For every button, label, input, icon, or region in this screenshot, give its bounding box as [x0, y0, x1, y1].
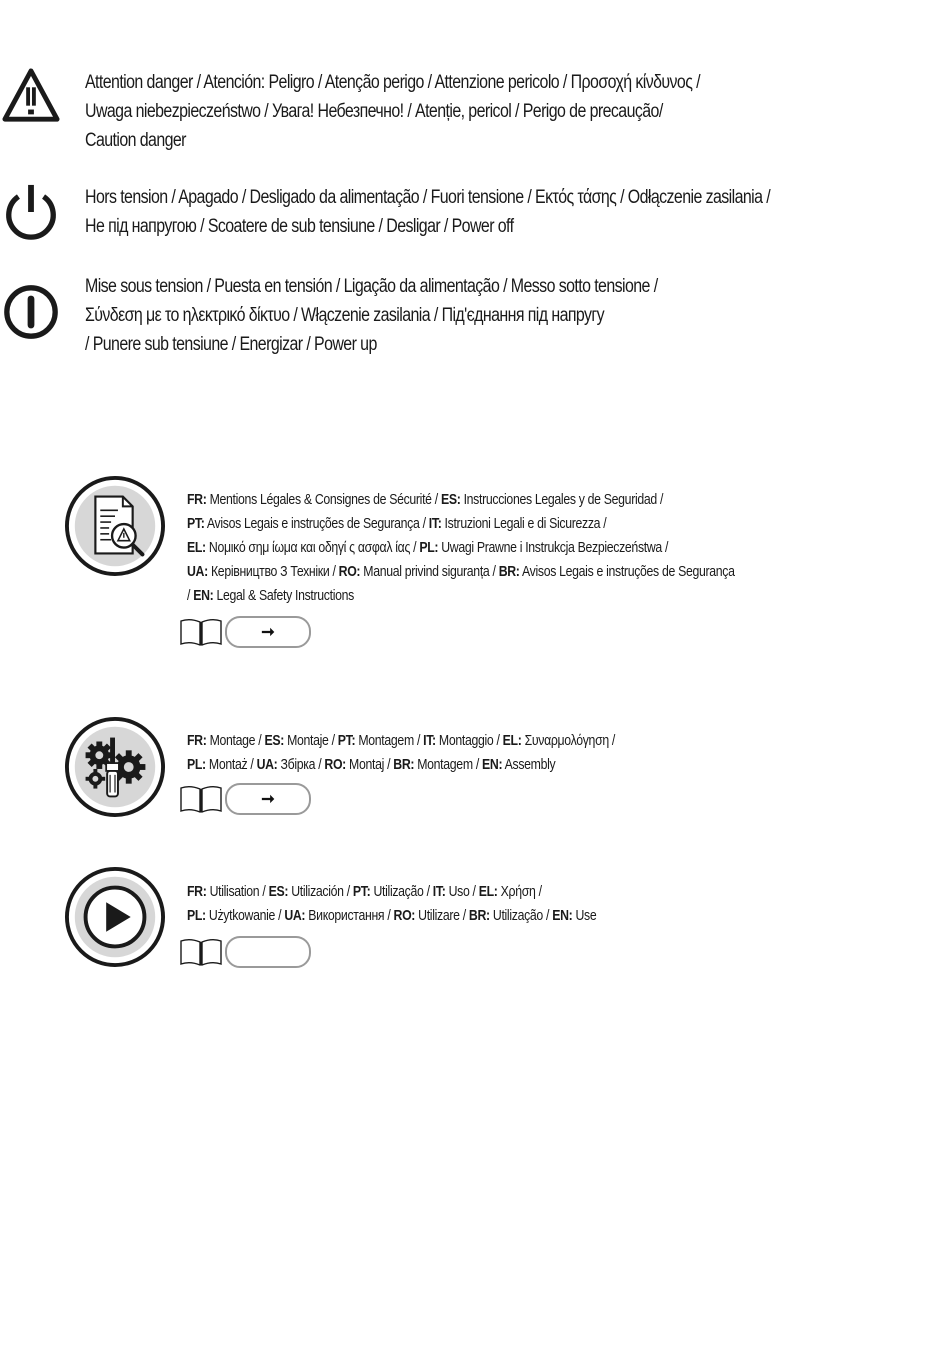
language-code: IT:	[428, 515, 442, 532]
power-on-icon	[2, 283, 60, 341]
language-title: Utilização /	[489, 907, 553, 924]
language-title: Avisos Legais e instruções de Segurança	[519, 563, 735, 580]
power-up-text: Mise sous tension / Puesta en tensión / Ligação da alimentação / Messo sotto tensione / Σύνδεση με το ηλεκτρικό δίκτυο / Włączenie zasilania / Під'єднання під напругу / Punere sub tensiune / Energizar / Power up	[85, 276, 658, 355]
language-title: Utilisation /	[206, 883, 269, 900]
page-reference-pill[interactable]	[225, 783, 311, 815]
page-reference-pill[interactable]	[225, 936, 311, 968]
language-code: EL:	[478, 883, 498, 900]
assembly-reference	[179, 783, 319, 815]
manual-book-icon	[179, 937, 223, 967]
language-title: Istruzioni Legali e di Sicurezza /	[441, 515, 607, 532]
language-code: ES:	[440, 491, 461, 508]
use-languages	[187, 880, 810, 928]
language-line	[187, 560, 810, 584]
language-title: Використання /	[305, 907, 394, 924]
language-line	[187, 753, 810, 777]
language-title: Χρήση /	[497, 883, 542, 900]
language-title: Montaj /	[345, 756, 394, 773]
language-code: FR:	[187, 732, 207, 749]
language-code: PL:	[187, 756, 206, 773]
use-reference	[179, 936, 319, 968]
language-code: RO:	[324, 756, 346, 773]
language-title: /	[187, 587, 194, 604]
language-title: Montaggio /	[435, 732, 503, 749]
caution-text: Attention danger / Atención: Peligro / Atenção perigo / Attenzione pericolo / Προσοχή κίνδυνος / Uwaga niebezpieczeństwo / Увага! Небезпечно! / Atenție, pericol / Perigo de precaução/ Caution danger	[85, 72, 701, 151]
language-line	[187, 729, 810, 753]
language-title: Użytkowanie /	[205, 907, 285, 924]
language-title: Manual privind siguranța /	[360, 563, 499, 580]
play-icon	[64, 866, 166, 968]
language-code: ES:	[268, 883, 289, 900]
language-code: ES:	[264, 732, 284, 749]
language-code: IT:	[423, 732, 436, 749]
language-title: Utilização /	[370, 883, 433, 900]
language-line	[187, 584, 810, 608]
language-title: Montaż /	[205, 756, 257, 773]
language-code: PT:	[187, 515, 205, 532]
manual-book-icon	[179, 617, 223, 647]
language-title: Legal & Safety Instructions	[213, 587, 354, 604]
language-title: Instrucciones Legales y de Seguridad /	[460, 491, 664, 508]
language-code: EL:	[502, 732, 522, 749]
language-title: Utilización /	[288, 883, 353, 900]
language-code: EL:	[187, 539, 206, 556]
language-code: RO:	[338, 563, 361, 580]
language-code: BR:	[468, 907, 490, 924]
language-code: RO:	[393, 907, 416, 924]
warning-triangle-icon	[2, 67, 60, 125]
legal-safety-languages	[187, 488, 810, 608]
language-title: Συναρμολόγηση /	[521, 732, 616, 749]
assembly-languages	[187, 729, 810, 777]
language-title: Montagem /	[355, 732, 424, 749]
language-code: BR:	[498, 563, 520, 580]
language-code: PL:	[419, 539, 439, 556]
language-title: Mentions Légales & Consignes de Sécurité /	[206, 491, 441, 508]
language-line	[187, 904, 810, 928]
language-code: UA:	[256, 756, 278, 773]
language-code: PT:	[337, 732, 356, 749]
language-title: Utilizare /	[415, 907, 469, 924]
language-title: Avisos Legais e instruções de Segurança /	[204, 515, 429, 532]
language-title: Керівництво З Техніки /	[207, 563, 339, 580]
language-title: Збірка /	[277, 756, 325, 773]
language-title: Montage /	[206, 732, 265, 749]
assembly-gears-icon	[64, 716, 166, 818]
language-code: UA:	[284, 907, 306, 924]
page-reference-pill[interactable]	[225, 616, 311, 648]
manual-book-icon	[179, 784, 223, 814]
language-code: PL:	[187, 907, 206, 924]
language-title: Uwagi Prawne i Instrukcja Bezpieczeństwa /	[438, 539, 669, 556]
language-code: FR:	[187, 883, 207, 900]
language-code: UA:	[187, 563, 208, 580]
language-code: EN:	[482, 756, 503, 773]
language-code: IT:	[432, 883, 446, 900]
language-title: Νομικό σημ ίωμα και οδηγί ς ασφαλ ίας /	[205, 539, 420, 556]
language-line	[187, 536, 810, 560]
language-code: FR:	[187, 491, 207, 508]
language-line	[187, 512, 810, 536]
language-title: Uso /	[445, 883, 479, 900]
language-line	[187, 880, 810, 904]
arrow-right-icon: ➞	[261, 791, 275, 808]
language-code: EN:	[552, 907, 573, 924]
language-code: BR:	[393, 756, 415, 773]
language-title: Use	[572, 907, 597, 924]
language-code: PT:	[352, 883, 371, 900]
language-title: Montaje /	[283, 732, 338, 749]
legal-document-icon	[64, 475, 166, 577]
power-off-text: Hors tension / Apagado / Desligado da alimentação / Fuori tensione / Εκτός τάσης / Odłączenie zasilania / Не під напругою / Scoatere de sub tensiune / Desligar / Power off	[85, 187, 771, 237]
language-line	[187, 488, 810, 512]
language-title: Montagem /	[414, 756, 483, 773]
language-title: Assembly	[502, 756, 556, 773]
legal-safety-reference	[179, 616, 319, 648]
power-off-icon	[2, 183, 60, 241]
language-code: EN:	[193, 587, 214, 604]
arrow-right-icon: ➞	[261, 624, 275, 641]
